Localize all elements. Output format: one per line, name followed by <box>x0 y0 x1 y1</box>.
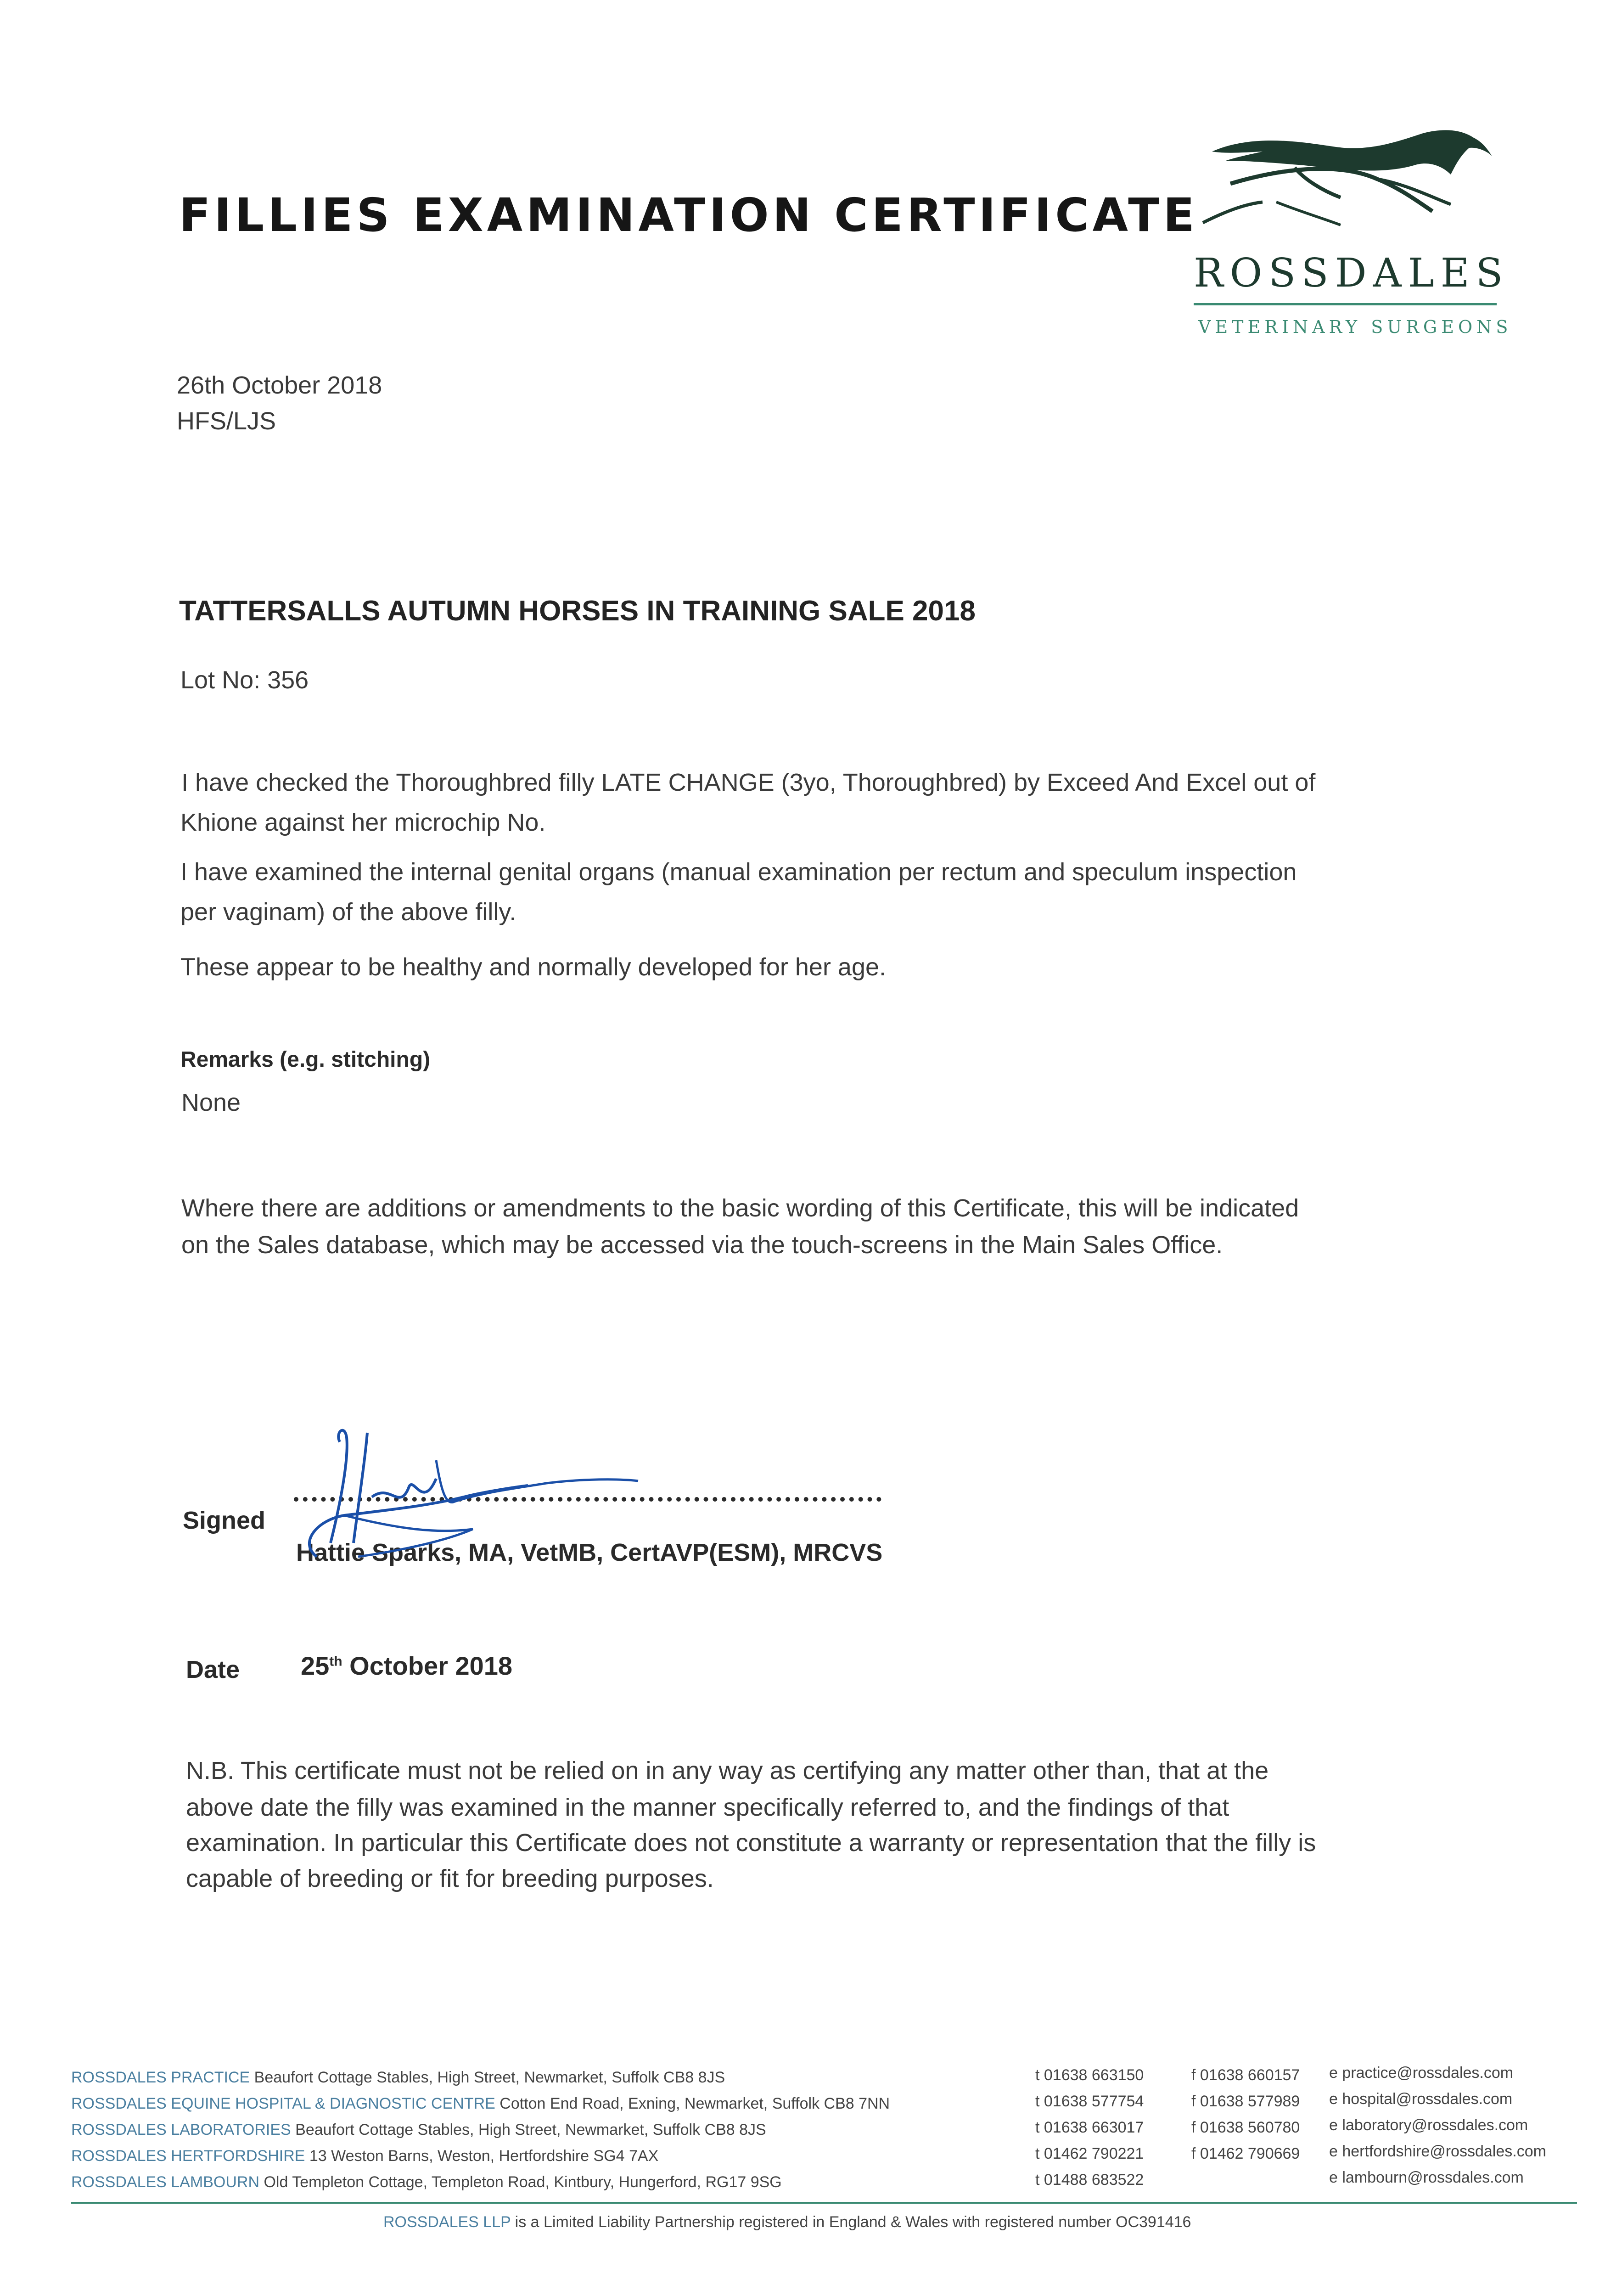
footer-email[interactable]: e lambourn@rossdales.com <box>1329 2169 1524 2186</box>
signatory-name: Hattie Sparks, MA, VetMB, CertAVP(ESM), MRCVS <box>296 1539 883 1566</box>
disclaimer-line2: above date the filly was examined in the manner specifically referred to, and the findings of that <box>186 1794 1229 1821</box>
date-month-year: October 2018 <box>342 1651 513 1680</box>
footer-fax: f 01638 560780 <box>1191 2119 1300 2136</box>
date-suffix: th <box>329 1654 342 1669</box>
lot-number: Lot No: 356 <box>180 666 309 694</box>
footer-email[interactable]: e laboratory@rossdales.com <box>1329 2116 1528 2134</box>
footer-row <box>71 2147 658 2165</box>
examination-date <box>301 1651 512 1681</box>
paragraph-findings: These appear to be healthy and normally developed for her age. <box>180 953 887 981</box>
date-label: Date <box>186 1656 240 1683</box>
letter-date: 26th October 2018 <box>177 371 382 399</box>
brand-subtitle: VETERINARY SURGEONS <box>1198 317 1512 337</box>
footer-division: ROSSDALES HERTFORDSHIRE <box>71 2147 305 2165</box>
brand-name: ROSSDALES <box>1194 250 1510 296</box>
disclaimer-line4: capable of breeding or fit for breeding purposes. <box>186 1865 714 1892</box>
footer-address: Beaufort Cottage Stables, High Street, Newmarket, Suffolk CB8 8JS <box>295 2121 766 2138</box>
footer-email[interactable]: e hertfordshire@rossdales.com <box>1329 2143 1546 2160</box>
footer-email[interactable]: e practice@rossdales.com <box>1329 2064 1514 2082</box>
rossdales-horse-logo <box>1184 115 1506 344</box>
footer-legal-notice <box>383 2213 1191 2231</box>
footer-legal-division: ROSSDALES LLP <box>383 2213 511 2231</box>
footer-row <box>71 2069 725 2087</box>
remarks-label: Remarks (e.g. stitching) <box>180 1047 431 1072</box>
amendment-note-line2: on the Sales database, which may be accessed via the touch-screens in the Main Sales Office. <box>181 1231 1223 1259</box>
footer-division: ROSSDALES LABORATORIES <box>71 2121 291 2138</box>
paragraph-microchip-line2: Khione against her microchip No. <box>180 809 546 836</box>
handwritten-signature <box>289 1405 657 1589</box>
footer-tel: t 01638 663017 <box>1035 2119 1144 2136</box>
footer-address: Old Templeton Cottage, Templeton Road, Kintbury, Hungerford, RG17 9SG <box>264 2173 782 2191</box>
sale-heading: TATTERSALLS AUTUMN HORSES IN TRAINING SALE 2018 <box>179 595 976 627</box>
footer-tel: t 01488 683522 <box>1035 2171 1144 2189</box>
footer-division: ROSSDALES PRACTICE <box>71 2069 250 2086</box>
footer-email[interactable]: e hospital@rossdales.com <box>1329 2090 1513 2108</box>
footer-row <box>71 2095 890 2113</box>
footer-legal-text: is a Limited Liability Partnership registered in England & Wales with registered number OC391416 <box>511 2213 1191 2231</box>
paragraph-examination-line1: I have examined the internal genital organs (manual examination per rectum and speculum inspection <box>180 858 1297 886</box>
signed-label: Signed <box>183 1507 266 1534</box>
footer-division: ROSSDALES LAMBOURN <box>71 2173 259 2191</box>
footer-row <box>71 2121 766 2139</box>
footer-fax: f 01638 660157 <box>1191 2066 1300 2084</box>
paragraph-examination-line2: per vaginam) of the above filly. <box>180 898 516 926</box>
paragraph-microchip-line1: I have checked the Thoroughbred filly LATE CHANGE (3yo, Thoroughbred) by Exceed And Excel out of <box>181 769 1316 796</box>
amendment-note-line1: Where there are additions or amendments to the basic wording of this Certificate, this will be indicated <box>181 1194 1299 1222</box>
footer-address: Cotton End Road, Exning, Newmarket, Suffolk CB8 7NN <box>500 2095 890 2112</box>
footer-row <box>71 2173 782 2191</box>
footer-division: ROSSDALES EQUINE HOSPITAL & DIAGNOSTIC CENTRE <box>71 2095 495 2112</box>
footer-address: Beaufort Cottage Stables, High Street, Newmarket, Suffolk CB8 8JS <box>254 2069 725 2086</box>
letter-reference: HFS/LJS <box>177 407 276 435</box>
footer-fax: f 01638 577989 <box>1191 2093 1300 2110</box>
brand-divider <box>1194 303 1497 305</box>
footer-tel: t 01638 663150 <box>1035 2066 1144 2084</box>
footer-tel: t 01462 790221 <box>1035 2145 1144 2162</box>
footer-tel: t 01638 577754 <box>1035 2093 1144 2110</box>
footer-address: 13 Weston Barns, Weston, Hertfordshire SG4 7AX <box>309 2147 659 2165</box>
footer-fax: f 01462 790669 <box>1191 2145 1300 2162</box>
disclaimer-line3: examination. In particular this Certificate does not constitute a warranty or representation that the filly is <box>186 1829 1316 1857</box>
remarks-value: None <box>181 1089 241 1116</box>
certificate-title: FILLIES EXAMINATION CERTIFICATE <box>179 188 1198 242</box>
date-day: 25 <box>301 1651 330 1680</box>
disclaimer-line1: N.B. This certificate must not be relied on in any way as certifying any matter other than, that at the <box>186 1757 1269 1784</box>
footer-divider <box>71 2202 1577 2204</box>
